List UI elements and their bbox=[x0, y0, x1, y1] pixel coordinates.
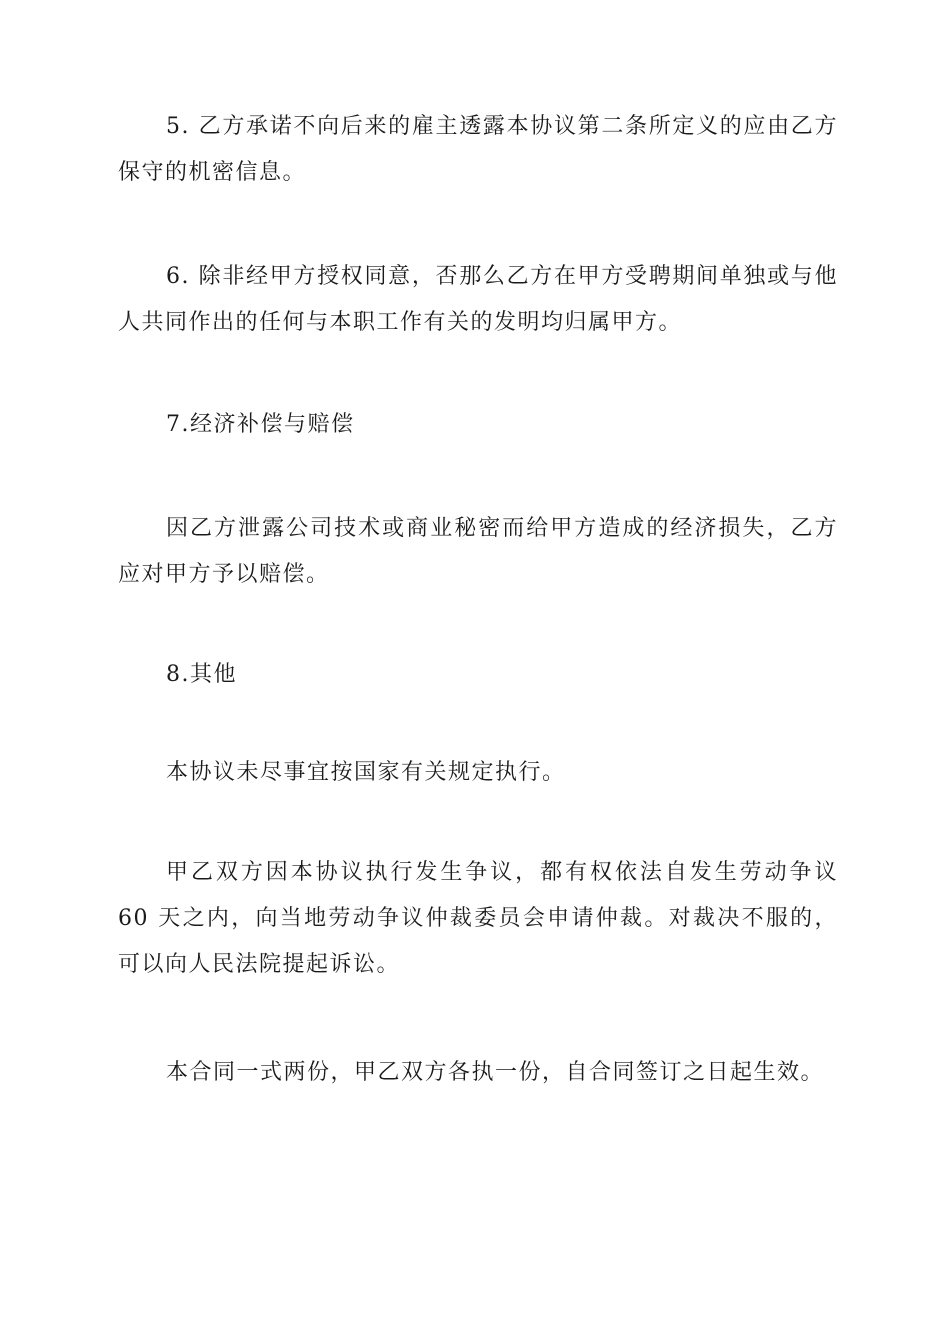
copies-effective-paragraph: 本合同一式两份，甲乙双方各执一份，自合同签订之日起生效。 bbox=[166, 1060, 825, 1085]
clause-6-paragraph: 6. 除非经甲方授权同意，否那么乙方在甲方受聘期间单独或与他人共同作出的任何与本职工作有关的发明均归属甲方。 bbox=[118, 264, 838, 335]
section-7-heading: 7.经济补偿与赔偿 bbox=[166, 412, 355, 437]
clause-5-paragraph: 5. 乙方承诺不向后来的雇主透露本协议第二条所定义的应由乙方保守的机密信息。 bbox=[118, 114, 838, 185]
dispute-resolution-paragraph: 甲乙双方因本协议执行发生争议，都有权依法自发生劳动争议 60 天之内，向当地劳动争议仲裁委员会申请仲裁。对裁决不服的，可以向人民法院提起诉讼。 bbox=[118, 860, 838, 977]
compensation-paragraph: 因乙方泄露公司技术或商业秘密而给甲方造成的经济损失，乙方应对甲方予以赔偿。 bbox=[118, 516, 838, 587]
unresolved-matters-paragraph: 本协议未尽事宜按国家有关规定执行。 bbox=[166, 760, 566, 785]
section-8-heading: 8.其他 bbox=[166, 662, 237, 687]
